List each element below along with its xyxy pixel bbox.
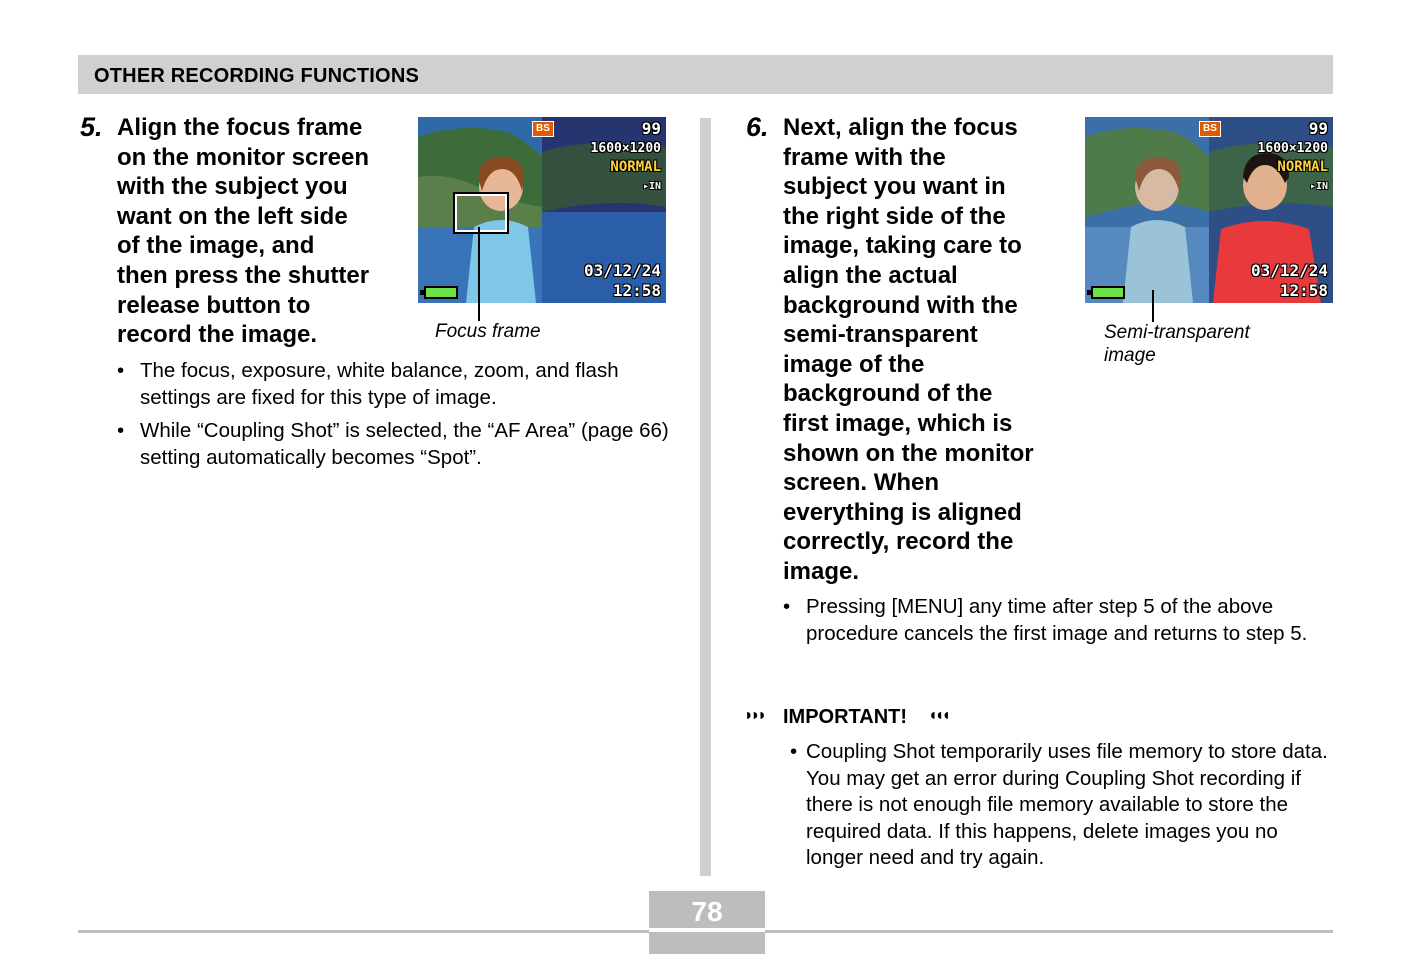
step-5-line: on the monitor screen (117, 143, 370, 171)
step-6-line: screen. When (783, 469, 940, 497)
step-6-line: the right side of the (783, 202, 1006, 230)
step-5-line: record the image. (117, 321, 318, 349)
battery-icon (424, 286, 458, 299)
step-6-line: frame with the (783, 143, 946, 171)
memory-indicator: ▸IN (642, 181, 661, 192)
step-6-line: correctly, record the (783, 528, 1014, 556)
semi-transparent-pointer (1152, 290, 1154, 322)
date-display: 03/12/24 (1250, 261, 1328, 280)
section-title: OTHER RECORDING FUNCTIONS (94, 65, 419, 87)
step-5-text (117, 113, 369, 350)
list-item: • The focus, exposure, white balance, zoom, and flash settings are fixed for this type of image. (117, 358, 677, 411)
caption-line: image (1104, 345, 1156, 366)
step-5-notes (117, 358, 677, 478)
caption-line: Semi-transparent (1104, 322, 1250, 343)
list-item: • While “Coupling Shot” is selected, the “AF Area” (page 66) setting automatically becomes “Spot”. (117, 418, 677, 471)
step-6-line: background of the (783, 380, 993, 408)
step-6-line: image. (783, 557, 860, 585)
step-5-line: then press the shutter (117, 261, 370, 289)
step-6-line: first image, which is (783, 409, 1013, 437)
step-6-line: Next, align the focus (783, 114, 1018, 141)
list-item: • Coupling Shot temporarily uses file memory to store data. You may get an error during Coupling Shot recording if there is not enough file memory available to store the required data. If this happens, delete images you no longer need and try again. (790, 739, 1335, 872)
battery-icon (1091, 286, 1125, 299)
time-display: 12:58 (1279, 281, 1328, 300)
step-5-number: 5. (80, 112, 103, 142)
time-display: 12:58 (612, 281, 661, 300)
step-6-line: shown on the monitor (783, 439, 1034, 467)
step-5-line: release button to (117, 291, 311, 319)
step-6-line: everything is aligned (783, 498, 1022, 526)
step-6-number: 6. (746, 112, 769, 142)
step-5-line: with the subject you (117, 173, 348, 201)
best-shot-icon: BS (1199, 121, 1221, 137)
page-number: 78 (691, 896, 723, 927)
monitor-screen-left-subject (418, 117, 666, 303)
step-5-line: want on the left side (117, 202, 348, 230)
semi-transparent-caption (1104, 321, 1250, 367)
remaining-shots: 99 (641, 119, 661, 138)
section-header (78, 55, 1333, 94)
image-size: 1600×1200 (590, 141, 661, 156)
step-6-text (783, 113, 1034, 587)
step-6-line: image of the (783, 350, 925, 378)
arrows-right-icon: ◗◗◗ (744, 707, 764, 724)
step-6-line: subject you want in (783, 173, 1006, 201)
step-6-line: image, taking care to (783, 232, 1022, 260)
column-divider (700, 118, 711, 876)
memory-indicator: ▸IN (1309, 181, 1328, 192)
step-6-line: semi-transparent (783, 321, 978, 349)
focus-frame-pointer (478, 227, 480, 321)
image-quality: NORMAL (1277, 159, 1328, 175)
step-5-line: Align the focus frame (117, 114, 363, 141)
remaining-shots: 99 (1308, 119, 1328, 138)
image-quality: NORMAL (610, 159, 661, 175)
step-5-line: of the image, and (117, 232, 315, 260)
monitor-screen-right-subject (1085, 117, 1333, 303)
list-item: • Pressing [MENU] any time after step 5 of the above procedure cancels the first image and returns to step 5. (783, 594, 1333, 647)
focus-frame-caption: Focus frame (435, 321, 541, 342)
image-size: 1600×1200 (1257, 141, 1328, 156)
step-6-line: align the actual (783, 261, 958, 289)
page-number-box (649, 891, 765, 954)
best-shot-icon: BS (532, 121, 554, 137)
date-display: 03/12/24 (583, 261, 661, 280)
important-notes (790, 739, 1335, 879)
arrows-left-icon: ◖◖◖ (928, 707, 948, 724)
step-6-notes (783, 594, 1333, 654)
important-label: IMPORTANT! (783, 706, 908, 728)
step-6-line: background with the (783, 291, 1018, 319)
focus-frame-icon (455, 194, 507, 232)
